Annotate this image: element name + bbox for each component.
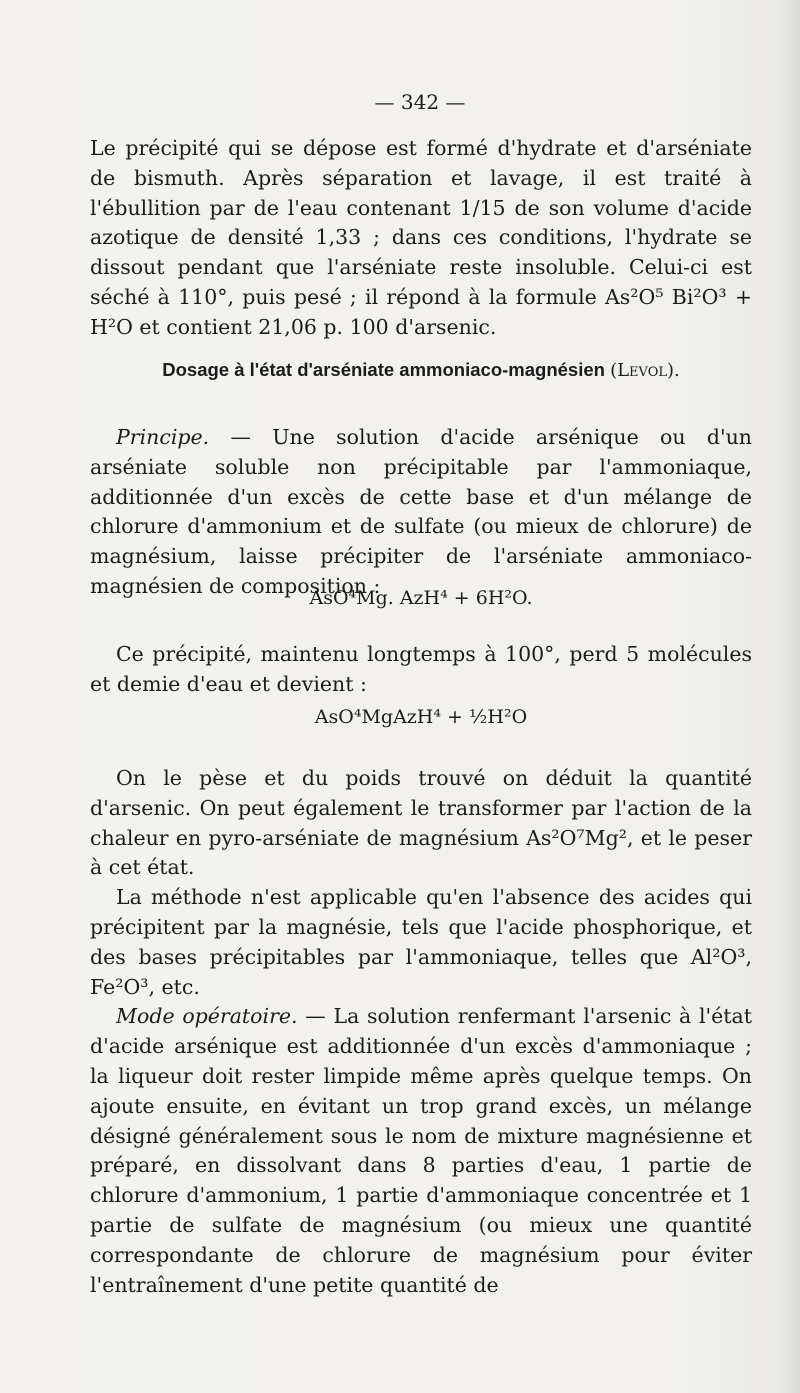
mode-text: — La solution renfermant l'arsenic à l'état d'acide arsénique est additionnée d'un excès d'ammoniaque ; la liqueur doit rester limpide même après quelque temps. On ajoute ensuite, en évitant un trop grand excès, un mélange désigné généralement sous le nom de mixture magnésienne et préparé, en dissolvant dans 8 parties d'eau, 1 partie de chlorure d'ammonium, 1 partie d'ammoniaque concentrée et 1 partie de sulfate de magnésium (ou mieux une quantité correspondante de chlorure de magnésium pour éviter l'entraînement d'une petite quantité de <box>90 1004 752 1297</box>
mode-label: Mode opératoire. <box>116 1004 298 1029</box>
principe-text: — Une solution d'acide arsénique ou d'un arséniate soluble non précipitable par l'ammoniaque, additionnée d'un excès de cette base et d'un mélange de chlorure d'ammonium et de sulfate (ou mieux de chlorure) de magnésium, laisse précipiter de l'arséniate ammoniaco-magnésien de composition : <box>90 425 752 598</box>
heading-author: (Levol). <box>610 360 680 381</box>
paragraph-bismuth-arseniate <box>90 134 752 343</box>
formula-precipitate: AsO⁴Mg. AzH⁴ + 6H²O. <box>309 587 533 609</box>
paragraph-heating <box>90 640 752 700</box>
section-heading <box>90 359 752 381</box>
paragraph-weighing-and-method <box>90 764 752 1300</box>
paragraph-mode-operatoire <box>90 1002 752 1300</box>
heading-title: Dosage à l'état d'arséniate ammoniaco-magnésien <box>162 359 605 380</box>
principe-label: Principe. <box>116 425 210 449</box>
formula-dehydrated: AsO⁴MgAzH⁴ + ½H²O <box>314 706 528 728</box>
page-number: — 342 — <box>374 90 466 114</box>
paragraph-text: Ce précipité, maintenu longtemps à 100°, perd 5 molécules et demie d'eau et devient : <box>90 642 752 696</box>
page-edge-shadow <box>780 0 800 1393</box>
paragraph-principe <box>90 423 752 602</box>
paragraph-weighing: On le pèse et du poids trouvé on déduit la quantité d'arsenic. On peut également le transformer par l'action de la chaleur en pyro-arséniate de magnésium As²O⁷Mg², et le peser à cet état. <box>90 766 752 880</box>
paragraph-limitations: La méthode n'est applicable qu'en l'absence des acides qui précipitent par la magnésie, tels que l'acide phosphorique, et des bases précipitables par l'ammoniaque, telles que Al²O³, Fe²O³, etc. <box>90 885 752 999</box>
paragraph-text <box>90 423 752 602</box>
paragraph-text: Le précipité qui se dépose est formé d'hydrate et d'arséniate de bismuth. Après séparation et lavage, il est traité à l'ébullition par de l'eau contenant 1/15 de son volume d'acide azotique de densité 1,33 ; dans ces conditions, l'hydrate se dissout pendant que l'arséniate reste insoluble. Celui-ci est séché à 110°, puis pesé ; il répond à la formule As²O⁵ Bi²O³ + H²O et contient 21,06 p. 100 d'arsenic. <box>90 136 752 339</box>
